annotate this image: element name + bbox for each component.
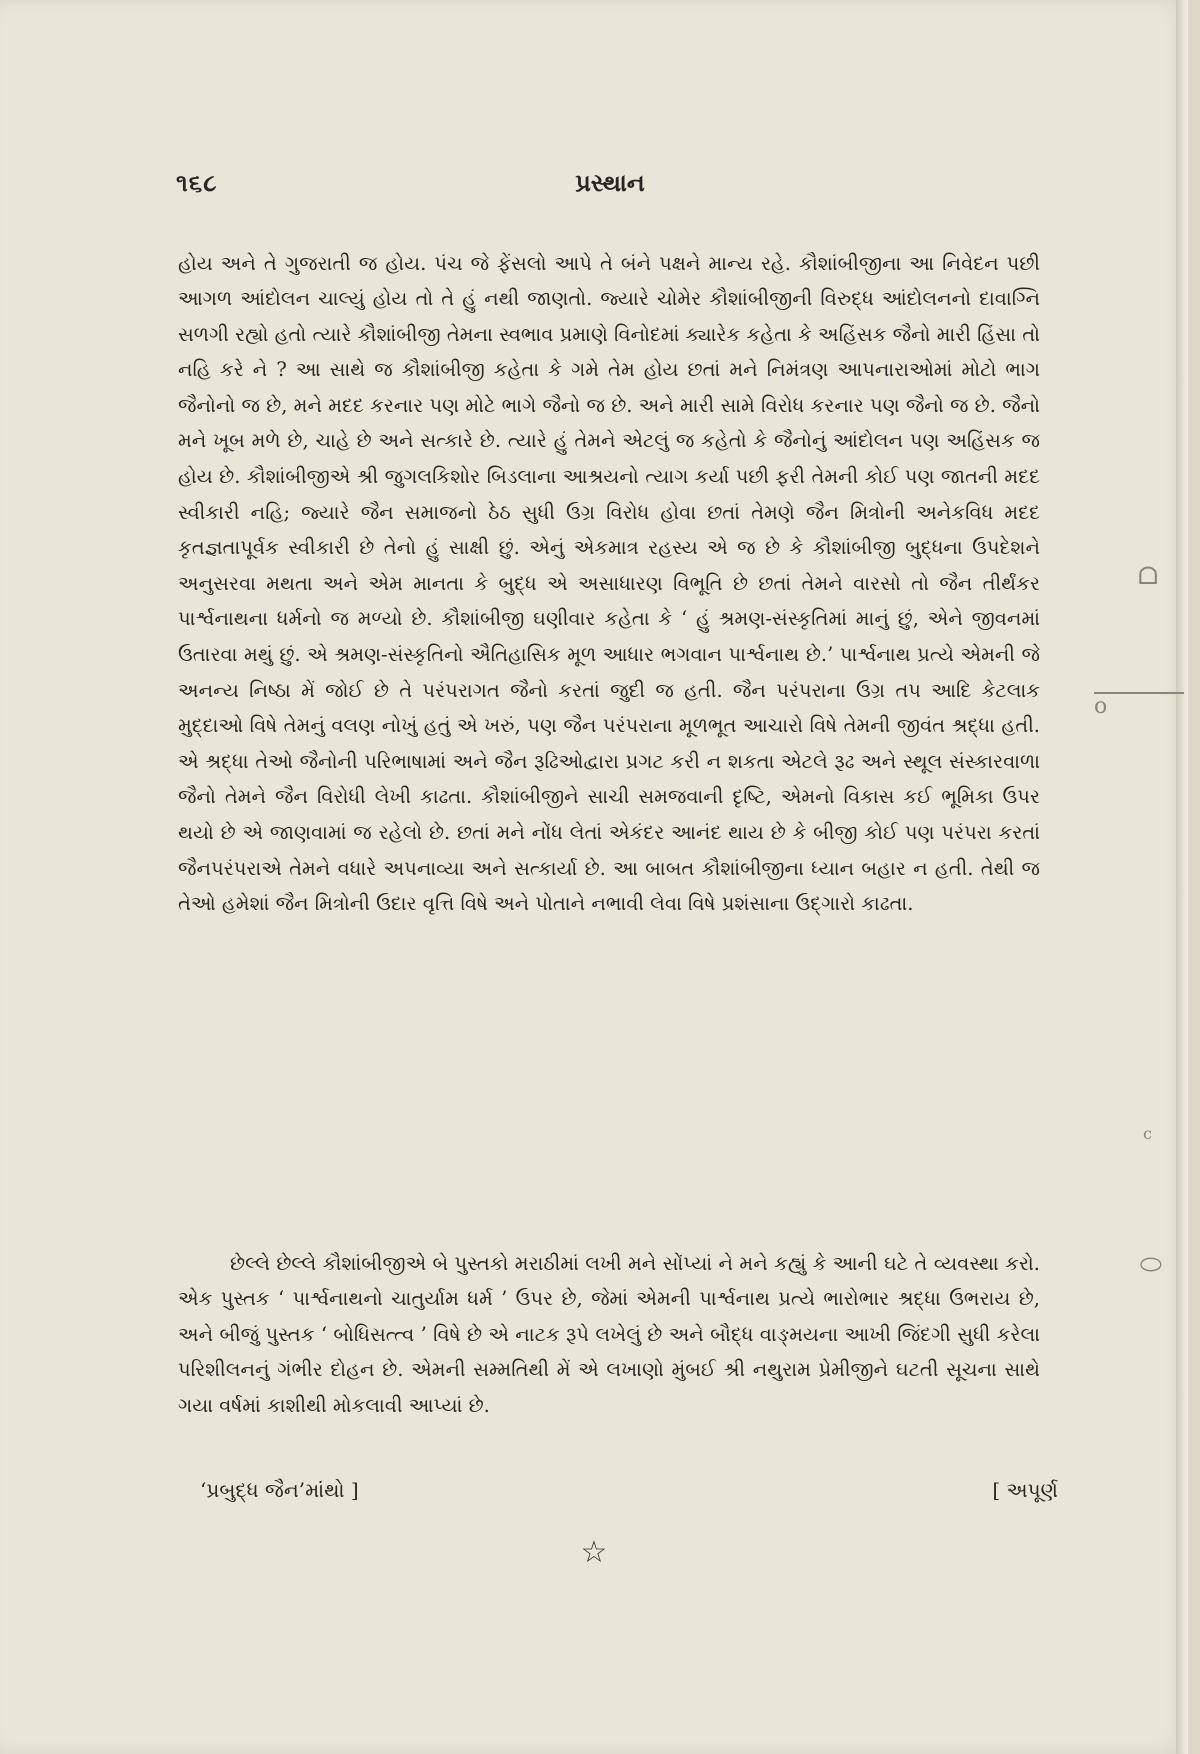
page-edge — [1176, 0, 1188, 1754]
margin-mark: c — [1143, 1124, 1152, 1143]
margin-mark: ᗝ — [1138, 562, 1158, 590]
body-paragraph-1: હોય અને તે ગુજરાતી જ હોય. પંચ જે ફેંસલો આપે તે બંને પક્ષને માન્ય રહે. કૌશાંબીજીના આ નિવેદન પછી આગળ આંદોલન ચાલ્યું હોય તો તે હું નથી જાણતો. જ્યારે ચોમેર કૌશાંબીજીની વિરુદ્ધ આંદોલનનો દાવાગ્નિ સળગી રહ્યો હતો ત્યારે કૌશાંબીજી તેમના સ્વભાવ પ્રમાણે વિનોદમાં ક્યારેક કહેતા કે અહિંસક જૈનો મારી હિંસા તો નહિ કરે ને ? આ સાથે જ કૌશાંબીજી કહેતા કે ગમે તેમ હોય છતાં મને નિમંત્રણ આપનારાઓમાં મોટો ભાગ જૈનોનો જ છે, મને મદદ કરનાર પણ મોટે ભાગે જૈનો જ છે. અને મારી સામે વિરોધ કરનાર પણ જૈનો જ છે. જૈનો મને ખૂબ મળે છે, ચાહે છે અને સત્કારે છે. ત્યારે હું તેમને એટલું જ કહેતો કે જૈનોનું આંદોલન પણ અહિંસક જ હોય છે. કૌશાંબીજીએ શ્રી જુગલકિશોર બિડલાના આશ્રયનો ત્યાગ કર્યા પછી ફરી તેમની કોઈ પણ જાતની મદદ સ્વીકારી નહિ; જ્યારે જૈન સમાજનો ઠેઠ સુધી ઉગ્ર વિરોધ હોવા છતાં તેમણે જૈન મિત્રોની અનેકવિધ મદદ કૃતજ્ઞતાપૂર્વક સ્વીકારી છે તેનો હું સાક્ષી છું. એનું એકમાત્ર રહસ્ય એ જ છે કે કૌશાંબીજી બુદ્ધના ઉપદેશને અનુસરવા મથતા અને એમ માનતા કે બુદ્ધ એ અસાધારણ વિભૂતિ છે છતાં તેમને વારસો તો જૈન તીર્થંકર પાર્શ્વનાથના ધર્મનો જ મળ્યો છે. કૌશાંબીજી ઘણીવાર કહેતા કે ‘ હું શ્રમણ-સંસ્કૃતિમાં માનું છું, એને જીવનમાં ઉતારવા મથું છું. એ શ્રમણ-સંસ્કૃતિનો ઐતિહાસિક મૂળ આધાર ભગવાન પાર્શ્વનાથ છે.’ પાર્શ્વનાથ પ્રત્યે એમની જે અનન્ય નિષ્ઠા મેં જોઈ છે તે પરંપરાગત જૈનો કરતાં જુદી જ હતી. જૈન પરંપરાના ઉગ્ર તપ આદિ કેટલાક મુદ્દાઓ વિષે તેમનું વલણ નોખું હતું એ ખરું, પણ જૈન પરંપરાના મૂળભૂત આચારો વિષે તેમની જીવંત શ્રદ્ધા હતી. એ શ્રદ્ધા તેઓ જૈનોની પરિભાષામાં અને જૈન રૂઢિઓદ્વારા પ્રગટ કરી ન શકતા એટલે રૂઢ અને સ્થૂલ સંસ્કારવાળા જૈનો તેમને જૈન વિરોધી લેખી કાઢતા. કૌશાંબીજીને સાચી સમજવાની દૃષ્ટિ, એમનો વિકાસ કઈ ભૂમિકા ઉપર થયો છે એ જાણવામાં જ રહેલો છે. છતાં મને નોંધ લેતાં એકંદર આનંદ થાય છે કે બીજી કોઈ પણ પરંપરા કરતાં જૈનપરંપરાએ તેમને વધારે અપનાવ્યા અને સત્કાર્યા છે. આ બાબત કૌશાંબીજીના ધ્યાન બહાર ન હતી. તેથી જ તેઓ હમેશાં જૈન મિત્રોની ઉદાર વૃત્તિ વિષે અને પોતાને નભાવી લેવા વિષે પ્રશંસાના ઉદ્ગારો કાઢતા. — [178, 251, 1040, 916]
margin-mark: o — [1094, 692, 1184, 719]
running-title: પ્રસ્થાન — [575, 168, 645, 197]
page-footer — [200, 1478, 1058, 1518]
margin-mark: ⬭ — [1139, 1250, 1162, 1280]
page-header — [172, 168, 1048, 212]
star-ornament-icon: ☆ — [580, 1535, 608, 1570]
source-note: ‘પ્રબુદ્ધ જૈન’માંથો ] — [200, 1478, 359, 1502]
body-paragraph-2: છેલ્લે છેલ્લે કૌશાંબીજીએ બે પુસ્તકો મરાઠીમાં લખી મને સોંપ્યાં ને મને કહ્યું કે આની ઘટે તે વ્યવસ્થા કરો. એક પુસ્તક ‘ પાર્શ્વનાથનો ચાતુર્યામ ધર્મ ’ ઉપર છે, જેમાં એમની પાર્શ્વનાથ પ્રત્યે ભારોભાર શ્રદ્ધા ઉભરાય છે, અને બીજું પુસ્તક ‘ બોધિસત્ત્વ ’ વિષે છે એ નાટક રૂપે લખેલું છે અને બૌદ્ધ વાઙ્મયના આખી જિંદગી સુધી કરેલા પરિશીલનનું ગંભીર દોહન છે. એમની સમ્મતિથી મેં એ લખાણો મુંબઈ શ્રી નથુરામ પ્રેમીજીને ઘટતી સૂચના સાથે ગયા વર્ષમાં કાશીથી મોકલાવી આપ્યાં છે. — [178, 1251, 1040, 1417]
continued-note: [ અપૂર્ણ — [992, 1478, 1058, 1502]
page-number: ૧૬૮ — [176, 168, 218, 197]
